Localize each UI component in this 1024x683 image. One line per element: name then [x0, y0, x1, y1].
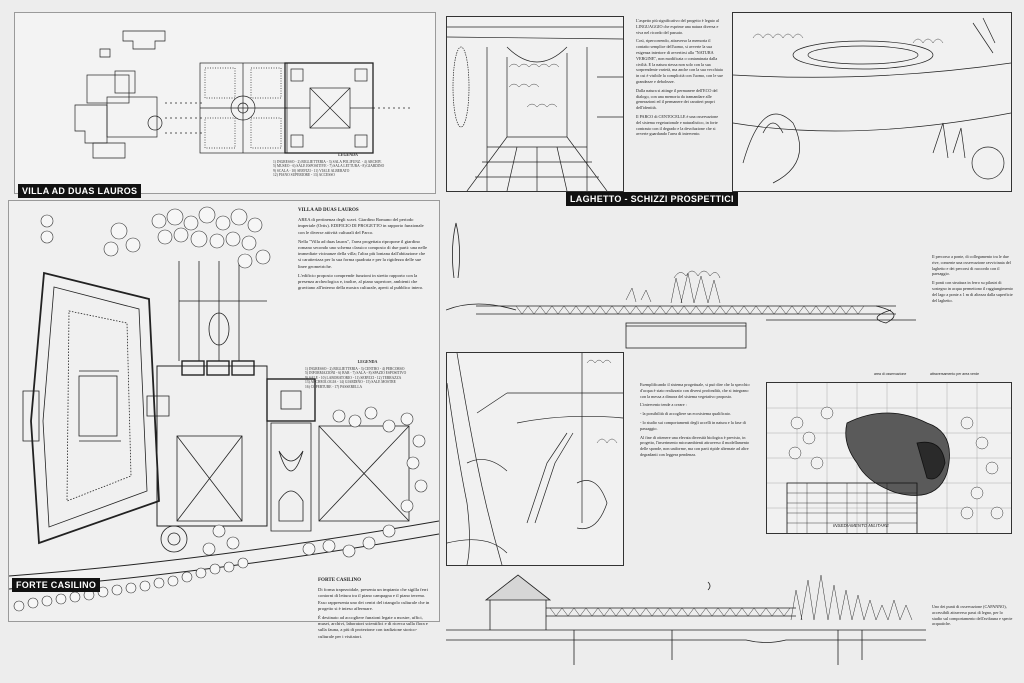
legend-item: 16) COPERTURE - 17) PASSERELLA	[305, 384, 363, 389]
tree-lake-sketch	[446, 352, 624, 566]
paragraph: Il PARCO di CENTOCELLE è una osservazione del sistema vegetazionale e naturalistico, in forte contrasto con il degrado e la devoluzione che si avverte guardando l'area di intervento.	[636, 113, 719, 137]
legend-title: LEGENDA	[357, 359, 378, 364]
bridge-drawing	[446, 218, 916, 353]
forte-text-heading: FORTE CASILINO	[318, 578, 362, 583]
paragraph: Il percorso a ponte, di collegamento tra le due rive, consente una osservazione ravvicinata del laghetto e dei percorsi di raccordo con il paesaggio.	[932, 254, 1011, 277]
paragraph: L'intervento tende a creare :	[640, 402, 687, 408]
paragraph: Così, ripercorrendo, attraverso la memoria il contatto semplice dell'uomo, si avverte la sua esigenza interiore di avvertirsi alla "NATURA VERGINE", non modificata o contaminata dalla civiltà. E la natura stessa non solo con la sua sorprendente varietà, ma anche con la sua vecchiaia in cui è visibile la complicità con l'uomo, con le sue grandezze e debolezze.	[636, 38, 723, 84]
legend-item: 5) MUSEO - 6) SALE ESPOSITIVE - 7) SALA LETTURA - 8) GIARDINO	[273, 164, 385, 169]
paragraph: - la possibilità di accogliere un ecosistema qualificato.	[640, 411, 731, 417]
paragraph: Il ponti con struttura in ferro su pilastri di sostegno in acqua permettono il raggiungimento del lago a ponte a 1 m di altezza dalla superficie del laghetto.	[932, 280, 1013, 303]
bridge-text	[932, 254, 1014, 306]
observation-elevation	[446, 560, 926, 670]
villa-text-heading: VILLA AD DUAS LAUROS	[298, 208, 359, 213]
villa-text	[298, 208, 428, 294]
bridge-elevation	[446, 218, 916, 353]
paragraph: - lo studio sui comportamenti degli uccelli in natura e la fase di passaggio.	[640, 419, 746, 431]
paragraph: Esemplificando il sistema progettuale, si può dire che la specchio d'acqua è stato realizzato con diversi profondità, che si integrano con la messa a dimora del sistema vegetativo proposto.	[640, 382, 750, 399]
lake-plan-sketch	[766, 382, 1012, 534]
legend-item: 12) PIANO SUPERIORE - 13) ACCESSO	[273, 173, 335, 178]
paragraph: Uno dei punti di osservazione (CAPANNO), accessibili attraverso passi di legno, per lo studio sul comportamento dell'avifauna e specie acquatiche.	[932, 604, 1013, 627]
laghetto-title-tag: LAGHETTO - SCHIZZI PROSPETTICI	[566, 192, 738, 206]
legend-title: LEGENDA	[338, 152, 358, 157]
paragraph: L'edificio proposto comprende funzioni in stretto rapporto con la presenza archeologica e, inoltre, al piano superiore, ambienti che gravitano all'interno della mostra culturale, aperti al pubblico intero.	[298, 272, 424, 291]
villa-plan-panel	[14, 12, 436, 194]
annotation-2: attraversamento per area verde	[930, 372, 980, 376]
pergola-drawing	[447, 17, 623, 191]
paragraph: Di forma trapezoidale, presenta un impianto che sigilla ferri contorni di lettura tra il piano campagna e il piano terreno. Esso rappresenta uno dei centri del triangolo culturale che in progetto si è inteso affermare.	[318, 587, 430, 611]
villa-legend	[273, 153, 423, 178]
paragraph: È destinato ad accogliere funzioni legate a mostre, uffici, musei, archivi, laboratori scientifici e di ricerca sulla flora e sulla fauna, a più di protezione con tradizione storico-culturale per i visitatori.	[318, 615, 428, 639]
forte-text	[318, 578, 433, 643]
forte-title-tag: FORTE CASILINO	[12, 578, 100, 592]
lake-drawing	[733, 13, 1011, 191]
paragraph: Dalla natura si attinge il permanere dell'ECO del dialogo, con una memoria da tramandare alle generazioni ed il permanere dei caratteri propri dell'identità.	[636, 87, 718, 111]
paragraph: AREA di pertinenza degli scavi. Giardino Romano del periodo imperiale (Ortis). EDIFICIO DI PROGETTO in rapporto funzionale con le diverse attività culturali del Parco.	[298, 217, 424, 235]
paragraph: L'aspetto più significativo del progetto è legato al LINGUAGGIO che esprime una natura diversa e viva nel ricordo del passato.	[636, 18, 719, 35]
paragraph: Nella "Villa ad duas lauros", l'area progettata ripropone il giardino romano secondo uno schema classico composto di due parti: una nelle immediate vicinanze della villa; l'altra più lontana dall'abitazione che si caratterizza per la sua forma quadrata e per la rigidezza delle sue linee geometriche.	[298, 238, 428, 269]
legend-item: 13) ARCHEOLOGIA - 14) GIARDINO - 15) SALE MOSTRE	[305, 380, 396, 385]
tree-lake-drawing	[447, 353, 623, 565]
insediamento-label: INSEDIAMENTO MILITARE	[833, 523, 889, 528]
lake-perspective-sketch	[732, 12, 1012, 192]
legend-item: 9) SALE - 10) LABORATORIO - 11) SERVIZI - 12) TERRAZZA	[305, 375, 402, 380]
observation-text	[932, 604, 1014, 630]
observation-drawing	[446, 560, 926, 670]
site-legend	[305, 360, 430, 390]
annotation-1: area di osservazione	[874, 372, 907, 376]
pergola-sketch	[446, 16, 624, 192]
legend-item: 9) SCALA - 10) SERVIZI - 11) VIALE ALBERATO	[273, 168, 350, 173]
paragraph: Al fine di ottenere una elevata diversità biologica è previsto, in progetto, l'inserimento microambienti attraverso il modellamento delle sponde, non uniforme, ma con parti ripide alternate ad altre degradanti con leggera pendenza.	[640, 434, 750, 457]
legend-item: 1) INGRESSO - 2) BIGLIETTERIA - 3) CENTRO - 4) PERCORSO	[305, 366, 405, 371]
ecosystem-text	[640, 382, 754, 461]
villa-title-tag: VILLA AD DUAS LAUROS	[18, 184, 141, 198]
legend-item: 1) INGRESSO - 2) BIGLIETTERIA - 3) SALA POLIFUNZ. - 4) ARCHIV.	[273, 159, 382, 164]
laghetto-text	[636, 18, 724, 140]
lake-plan-drawing	[767, 383, 1011, 533]
legend-item: 5) INFORMAZIONI - 6) BAR - 7) SALA - 8) SPAZIO ESPOSITIVO	[305, 371, 407, 376]
